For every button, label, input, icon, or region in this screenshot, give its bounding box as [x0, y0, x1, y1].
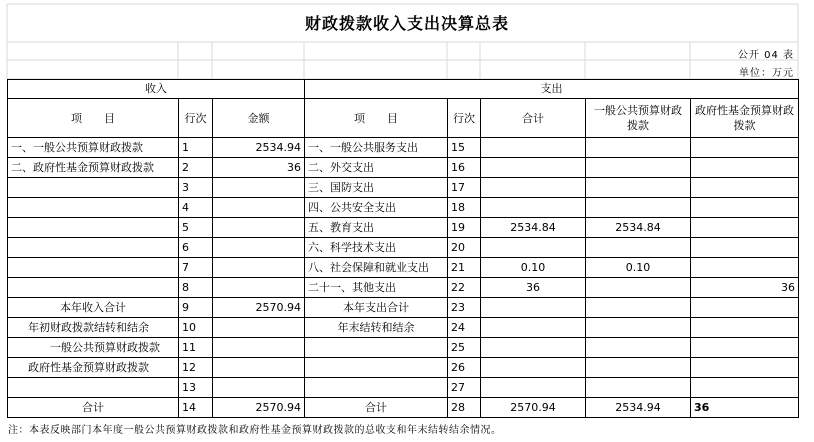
expense-total	[481, 318, 586, 338]
income-line: 10	[179, 318, 213, 338]
income-amount	[213, 218, 305, 238]
table-row	[8, 158, 799, 178]
expense-line: 19	[448, 218, 481, 238]
expense-line: 28	[448, 398, 481, 418]
expense-gov-fund	[691, 298, 799, 318]
income-item: 年初财政拨款结转和结余	[8, 318, 179, 338]
expense-total: 0.10	[481, 258, 586, 278]
col-header-expense-item: 项 目	[305, 99, 448, 138]
expense-item: 三、国防支出	[305, 178, 448, 198]
income-line: 2	[179, 158, 213, 178]
expense-gov-fund	[691, 138, 799, 158]
income-line: 1	[179, 138, 213, 158]
income-item: 一、一般公共预算财政拨款	[8, 138, 179, 158]
income-line: 3	[179, 178, 213, 198]
expense-line: 21	[448, 258, 481, 278]
income-item	[8, 198, 179, 218]
table-row	[8, 378, 799, 398]
expense-item: 五、教育支出	[305, 218, 448, 238]
income-amount	[213, 338, 305, 358]
col-header-expense-total: 合计	[481, 99, 586, 138]
expense-general	[586, 138, 691, 158]
expense-total	[481, 358, 586, 378]
table-row	[8, 338, 799, 358]
expense-item: 二十一、其他支出	[305, 278, 448, 298]
column-header-row	[8, 99, 799, 138]
expense-total: 2570.94	[481, 398, 586, 418]
table-row	[8, 138, 799, 158]
expense-gov-fund	[691, 218, 799, 238]
income-line: 7	[179, 258, 213, 278]
income-amount	[213, 378, 305, 398]
income-item	[8, 378, 179, 398]
income-amount	[213, 318, 305, 338]
income-line: 13	[179, 378, 213, 398]
expense-line: 26	[448, 358, 481, 378]
expense-line: 18	[448, 198, 481, 218]
table-row	[8, 298, 799, 318]
table-row	[8, 278, 799, 298]
expense-gov-fund	[691, 178, 799, 198]
expense-general	[586, 278, 691, 298]
income-line: 8	[179, 278, 213, 298]
expense-line: 24	[448, 318, 481, 338]
expense-gov-fund	[691, 238, 799, 258]
expense-item: 本年支出合计	[305, 298, 448, 318]
income-item: 一般公共预算财政拨款	[8, 338, 179, 358]
col-header-income-item: 项 目	[8, 99, 179, 138]
expense-total: 36	[481, 278, 586, 298]
col-header-gov-fund: 政府性基金预算财政拨款	[691, 99, 799, 138]
expense-gov-fund	[691, 258, 799, 278]
table-row	[8, 218, 799, 238]
income-line: 4	[179, 198, 213, 218]
expense-item	[305, 338, 448, 358]
income-item	[8, 278, 179, 298]
income-header: 收入	[8, 80, 305, 99]
income-item	[8, 258, 179, 278]
expense-total	[481, 178, 586, 198]
income-amount	[213, 178, 305, 198]
expense-item	[305, 378, 448, 398]
income-amount	[213, 258, 305, 278]
income-total-amount: 2570.94	[213, 398, 305, 418]
income-amount	[213, 278, 305, 298]
fiscal-summary-table	[7, 79, 799, 418]
expense-general	[586, 178, 691, 198]
expense-line: 23	[448, 298, 481, 318]
income-amount	[213, 238, 305, 258]
income-item	[8, 238, 179, 258]
col-header-expense-line: 行次	[448, 99, 481, 138]
expense-general: 2534.84	[586, 218, 691, 238]
expense-gov-fund: 36	[691, 278, 799, 298]
expense-general	[586, 238, 691, 258]
page-title: 财政拨款收入支出决算总表	[304, 14, 509, 33]
income-total-label: 合计	[8, 398, 179, 418]
expense-item: 二、外交支出	[305, 158, 448, 178]
expense-total	[481, 238, 586, 258]
expense-line: 22	[448, 278, 481, 298]
income-line: 9	[179, 298, 213, 318]
expense-gov-fund	[691, 378, 799, 398]
expense-general	[586, 318, 691, 338]
expense-line: 27	[448, 378, 481, 398]
expense-header: 支出	[305, 80, 799, 99]
expense-item	[305, 358, 448, 378]
expense-gov-fund: 36	[691, 398, 799, 418]
expense-item: 年末结转和结余	[305, 318, 448, 338]
income-line: 14	[179, 398, 213, 418]
income-amount: 2570.94	[213, 298, 305, 318]
expense-line: 16	[448, 158, 481, 178]
expense-general	[586, 338, 691, 358]
expense-item: 六、科学技术支出	[305, 238, 448, 258]
expense-general	[586, 198, 691, 218]
expense-item: 八、社会保障和就业支出	[305, 258, 448, 278]
col-header-general-budget: 一般公共预算财政拨款	[586, 99, 691, 138]
expense-line: 15	[448, 138, 481, 158]
expense-line: 25	[448, 338, 481, 358]
table-row	[8, 318, 799, 338]
table-row	[8, 178, 799, 198]
form-number: 公开 04 表	[737, 50, 794, 61]
expense-total	[481, 158, 586, 178]
expense-total	[481, 338, 586, 358]
expense-general	[586, 378, 691, 398]
income-amount: 2534.94	[213, 138, 305, 158]
col-header-income-line: 行次	[179, 99, 213, 138]
footnote: 注：本表反映部门本年度一般公共预算财政拨款和政府性基金预算财政拨款的总收支和年末结转结余情况。	[8, 425, 502, 436]
expense-gov-fund	[691, 198, 799, 218]
expense-total	[481, 198, 586, 218]
income-line: 6	[179, 238, 213, 258]
income-line: 5	[179, 218, 213, 238]
expense-general	[586, 358, 691, 378]
expense-gov-fund	[691, 318, 799, 338]
col-header-income-amount: 金额	[213, 99, 305, 138]
expense-gov-fund	[691, 338, 799, 358]
income-item: 本年收入合计	[8, 298, 179, 318]
expense-total: 2534.84	[481, 218, 586, 238]
income-line: 12	[179, 358, 213, 378]
income-item	[8, 178, 179, 198]
section-header-row	[8, 80, 799, 99]
income-line: 11	[179, 338, 213, 358]
income-amount	[213, 358, 305, 378]
expense-total-label: 合计	[305, 398, 448, 418]
expense-item: 四、公共安全支出	[305, 198, 448, 218]
expense-total	[481, 138, 586, 158]
unit-label: 单位：万元	[739, 68, 794, 79]
income-amount: 36	[213, 158, 305, 178]
income-item: 政府性基金预算财政拨款	[8, 358, 179, 378]
expense-general	[586, 298, 691, 318]
expense-gov-fund	[691, 358, 799, 378]
expense-line: 17	[448, 178, 481, 198]
expense-total	[481, 298, 586, 318]
expense-item: 一、一般公共服务支出	[305, 138, 448, 158]
income-item: 二、政府性基金预算财政拨款	[8, 158, 179, 178]
table-row	[8, 238, 799, 258]
expense-total	[481, 378, 586, 398]
table-row	[8, 258, 799, 278]
income-amount	[213, 198, 305, 218]
table-row-total	[8, 398, 799, 418]
expense-gov-fund	[691, 158, 799, 178]
table-row	[8, 198, 799, 218]
table-row	[8, 358, 799, 378]
expense-general: 0.10	[586, 258, 691, 278]
income-item	[8, 218, 179, 238]
expense-line: 20	[448, 238, 481, 258]
expense-general: 2534.94	[586, 398, 691, 418]
expense-general	[586, 158, 691, 178]
